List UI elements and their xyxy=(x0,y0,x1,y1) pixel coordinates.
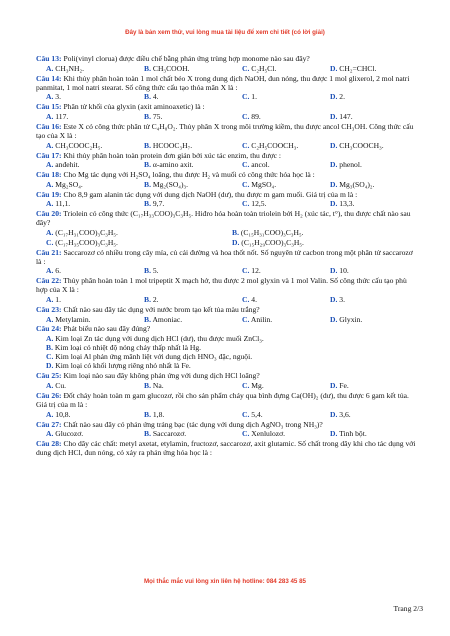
option-letter: C. xyxy=(242,314,250,324)
answer-option xyxy=(330,112,430,121)
question-number: Câu 16: xyxy=(36,121,62,131)
option-letter: A. xyxy=(46,294,54,304)
option-letter: A. xyxy=(46,314,54,324)
answer-option xyxy=(330,180,430,189)
answer-option xyxy=(242,92,330,101)
option-text: Na. xyxy=(152,380,164,390)
option-letter: B. xyxy=(144,266,151,276)
option-text: Mg₂(SO₄)₃. xyxy=(152,179,189,189)
answer-option xyxy=(330,141,430,150)
answer-option xyxy=(46,343,420,352)
question-block xyxy=(36,190,420,209)
question-number: Câu 13: xyxy=(36,54,62,63)
option-letter: D. xyxy=(330,314,338,324)
question-list xyxy=(36,54,420,457)
answer-option xyxy=(46,334,420,343)
question-number: Câu 26: xyxy=(36,390,62,400)
answer-option xyxy=(330,381,430,390)
answer-options xyxy=(36,112,420,121)
answer-option xyxy=(330,199,430,208)
option-text: Cu. xyxy=(55,380,67,390)
question-stem xyxy=(36,248,420,266)
option-letter: D. xyxy=(330,429,338,439)
option-text: 13,3. xyxy=(339,199,355,209)
answer-options xyxy=(36,228,420,247)
answer-options xyxy=(36,266,420,275)
option-text: (C₁₇H₃₁COO)₃C₃H₅. xyxy=(55,228,118,238)
answer-options xyxy=(36,64,420,73)
option-letter: D. xyxy=(330,160,338,170)
option-letter: A. xyxy=(46,334,54,344)
answer-options xyxy=(36,199,420,208)
option-letter: C. xyxy=(242,429,250,439)
option-letter: B. xyxy=(144,199,151,209)
answer-option xyxy=(144,141,242,150)
answer-option xyxy=(242,410,330,419)
option-text: 4. xyxy=(251,294,257,304)
option-letter: D. xyxy=(330,140,338,150)
answer-option xyxy=(242,429,330,438)
question-number: Câu 18: xyxy=(36,170,62,180)
answer-option xyxy=(330,410,430,419)
answer-option xyxy=(242,315,330,324)
answer-options xyxy=(36,410,420,419)
answer-option xyxy=(46,410,144,419)
question-stem xyxy=(36,371,420,380)
option-letter: B. xyxy=(144,111,151,121)
answer-option xyxy=(46,228,232,237)
question-block xyxy=(36,391,420,419)
answer-option xyxy=(330,429,430,438)
answer-option xyxy=(242,381,330,390)
question-text: Cho Mg tác dụng với H₂SO₄ loãng, thu được H₂ và muối có công thức hóa học là : xyxy=(63,170,315,180)
option-letter: D. xyxy=(330,266,338,276)
option-text: 3. xyxy=(55,92,61,102)
answer-option xyxy=(242,180,330,189)
option-text: 10,8. xyxy=(55,409,71,419)
question-stem xyxy=(36,122,420,140)
answer-option xyxy=(144,64,242,73)
option-letter: A. xyxy=(46,228,54,238)
question-stem xyxy=(36,190,420,199)
option-text: 2. xyxy=(339,92,345,102)
option-text: CH₃COOC₂H₅. xyxy=(55,140,103,150)
answer-option xyxy=(330,64,430,73)
question-stem xyxy=(36,324,420,333)
option-letter: B. xyxy=(144,409,151,419)
option-text: 12. xyxy=(251,266,261,276)
question-number: Câu 28: xyxy=(36,439,62,449)
option-letter: D. xyxy=(232,237,240,247)
question-stem xyxy=(36,276,420,294)
answer-option xyxy=(144,295,242,304)
option-letter: B. xyxy=(144,179,151,189)
option-letter: B. xyxy=(144,63,151,73)
page-number: Trang 2/3 xyxy=(393,604,423,613)
option-letter: D. xyxy=(46,361,54,371)
option-letter: B. xyxy=(144,140,151,150)
question-block xyxy=(36,102,420,121)
hotline-banner: Mọi thắc mắc vui lòng xin liên hệ hotline: 084 283 45 85 xyxy=(144,578,306,585)
question-text: Kim loại nào sau đây không phản ứng với dung dịch HCl loãng? xyxy=(63,371,260,381)
option-letter: D. xyxy=(330,380,338,390)
question-stem xyxy=(36,74,420,92)
answer-option xyxy=(242,141,330,150)
answer-options xyxy=(36,315,420,324)
question-stem xyxy=(36,420,420,429)
answer-option xyxy=(46,295,144,304)
answer-option xyxy=(144,315,242,324)
option-letter: D. xyxy=(330,63,338,73)
option-letter: A. xyxy=(46,111,54,121)
option-text: 147. xyxy=(339,111,353,121)
preview-banner: Đây là bản xem thử, vui lòng mua tài liệu để xem chi tiết (có lời giải) xyxy=(125,29,325,36)
question-block xyxy=(36,209,420,246)
answer-option xyxy=(46,381,144,390)
answer-option xyxy=(46,64,144,73)
option-letter: C. xyxy=(242,92,250,102)
question-text: Poli(vinyl clorua) được điều chế bằng phản ứng trùng hợp monome nào sau đây? xyxy=(63,54,310,63)
answer-option xyxy=(144,180,242,189)
option-letter: B. xyxy=(144,92,151,102)
answer-option xyxy=(232,238,418,247)
option-letter: D. xyxy=(330,409,338,419)
answer-options xyxy=(36,180,420,189)
answer-options xyxy=(36,141,420,150)
answer-options xyxy=(36,334,420,370)
option-text: Mg. xyxy=(251,380,264,390)
question-number: Câu 27: xyxy=(36,419,62,429)
question-stem xyxy=(36,54,420,63)
answer-option xyxy=(330,295,430,304)
question-block xyxy=(36,170,420,189)
answer-option xyxy=(144,410,242,419)
option-letter: A. xyxy=(46,140,54,150)
option-letter: B. xyxy=(144,160,151,170)
option-letter: C. xyxy=(242,409,250,419)
question-number: Câu 24: xyxy=(36,324,62,334)
option-text: α-amino axit. xyxy=(152,160,194,170)
option-letter: A. xyxy=(46,92,54,102)
option-text: HCOOC₃H₇. xyxy=(152,140,193,150)
question-number: Câu 19: xyxy=(36,189,62,199)
option-letter: D. xyxy=(330,294,338,304)
answer-option xyxy=(46,238,232,247)
question-block xyxy=(36,439,420,457)
option-text: anđehit. xyxy=(55,160,80,170)
answer-option xyxy=(144,199,242,208)
answer-options xyxy=(36,160,420,169)
option-letter: C. xyxy=(242,294,250,304)
answer-option xyxy=(46,315,144,324)
answer-option xyxy=(144,266,242,275)
question-text: Triolein có công thức (C₁₇H₃₃COO)₃C₃H₅. Hiđro hóa hoàn toàn triolein bởi H₂ (xúc tác, t°), thu được chất nào sau đây? xyxy=(36,209,411,228)
option-text: Kim loại có khối lượng riêng nhỏ nhất là Fe. xyxy=(55,361,191,371)
question-text: Cho dãy các chất: metyl axetat, etylamin, fructozơ, saccarozơ, axit glutamic. Số chất trong dãy khi cho tác dụng với dung dịch HCl, đun nóng, có xảy ra phản ứng hóa học là : xyxy=(36,439,416,458)
option-text: 9,7. xyxy=(152,199,165,209)
option-text: 2. xyxy=(152,294,159,304)
question-number: Câu 17: xyxy=(36,150,62,160)
option-letter: C. xyxy=(46,237,54,247)
answer-option xyxy=(144,381,242,390)
question-number: Câu 21: xyxy=(36,247,62,257)
option-text: 3,6. xyxy=(339,409,351,419)
option-letter: A. xyxy=(46,266,54,276)
answer-option xyxy=(46,112,144,121)
option-letter: B. xyxy=(144,429,151,439)
option-text: Metylamin. xyxy=(55,314,91,324)
option-text: Glucozơ. xyxy=(55,429,84,439)
question-stem xyxy=(36,391,420,409)
answer-option xyxy=(46,199,144,208)
answer-option xyxy=(144,160,242,169)
option-text: CH₃NH₂. xyxy=(55,63,85,73)
option-text: CH₃COOH. xyxy=(152,63,190,73)
answer-option xyxy=(46,352,420,361)
option-text: Anilin. xyxy=(250,314,273,324)
option-letter: D. xyxy=(330,199,338,209)
option-text: 3. xyxy=(339,294,345,304)
answer-option xyxy=(144,112,242,121)
option-letter: B. xyxy=(144,314,151,324)
question-text: Đốt cháy hoàn toàn m gam glucozơ, rồi cho sản phẩm cháy qua bình đựng Ca(OH)₂ (dư), thu được 6 gam kết tủa. Giá trị của m là : xyxy=(36,390,409,409)
answer-option xyxy=(242,160,330,169)
option-text: 89. xyxy=(251,111,261,121)
question-text: Phân tử khối của glyxin (axit aminoaxetic) là : xyxy=(63,102,205,112)
option-letter: B. xyxy=(232,228,239,238)
question-block xyxy=(36,305,420,324)
option-text: Saccarozơ. xyxy=(152,429,187,439)
option-text: Glyxin. xyxy=(339,314,363,324)
option-text: phenol. xyxy=(339,160,362,170)
option-letter: A. xyxy=(46,429,54,439)
answer-option xyxy=(46,160,144,169)
option-text: Mg₃(SO₄)₂. xyxy=(339,179,375,189)
answer-option xyxy=(46,429,144,438)
option-letter: D. xyxy=(330,111,338,121)
answer-option xyxy=(232,228,418,237)
option-letter: A. xyxy=(46,179,54,189)
answer-options xyxy=(36,381,420,390)
option-text: 1. xyxy=(251,92,257,102)
question-text: Khi thủy phân hoàn toàn 1 mol chất béo X trong dung dịch NaOH, đun nóng, thu được 1 mol glixerol, 2 mol natri panmitat, 1 mol natri stearat. Số công thức cấu tạo thỏa mãn X là : xyxy=(36,73,410,92)
answer-option xyxy=(46,361,420,370)
answer-option xyxy=(242,112,330,121)
answer-option xyxy=(46,266,144,275)
answer-option xyxy=(144,429,242,438)
option-letter: C. xyxy=(242,380,250,390)
option-text: CH₂=CHCl. xyxy=(339,63,377,73)
question-stem xyxy=(36,209,420,227)
question-block xyxy=(36,248,420,276)
option-text: (C₁₅H₂₉COO)₃C₃H₅. xyxy=(241,237,304,247)
option-text: (C₁₅H₃₁COO)₃C₃H₅. xyxy=(240,228,304,238)
answer-option xyxy=(46,92,144,101)
question-block xyxy=(36,122,420,150)
question-stem xyxy=(36,170,420,179)
option-text: Tinh bột. xyxy=(339,429,367,439)
option-letter: C. xyxy=(242,199,250,209)
option-text: 12,5. xyxy=(251,199,267,209)
option-text: 1,8. xyxy=(152,409,165,419)
option-text: Amoniac. xyxy=(152,314,183,324)
option-text: Kim loại Al phản ứng mãnh liệt với dung dịch HNO₃ đặc, nguội. xyxy=(55,352,253,362)
option-letter: C. xyxy=(242,140,250,150)
option-letter: C. xyxy=(46,352,54,362)
option-letter: D. xyxy=(330,179,338,189)
question-stem xyxy=(36,305,420,314)
option-text: 11,1. xyxy=(55,199,71,209)
question-text: Khi thủy phân hoàn toàn protein đơn giản bởi xúc tác enzim, thu được : xyxy=(63,150,281,160)
option-text: 5. xyxy=(152,266,159,276)
option-letter: B. xyxy=(46,343,53,353)
question-block xyxy=(36,54,420,73)
answer-option xyxy=(330,92,430,101)
option-text: 6. xyxy=(55,266,61,276)
option-letter: A. xyxy=(46,409,54,419)
question-number: Câu 15: xyxy=(36,102,62,112)
question-text: Saccarozơ có nhiều trong cây mía, củ cải đường và hoa thốt nốt. Số nguyên tử cacbon trong một phân tử saccarozơ là : xyxy=(36,247,413,266)
question-block xyxy=(36,371,420,390)
question-stem xyxy=(36,439,420,457)
option-text: 75. xyxy=(152,111,163,121)
option-letter: A. xyxy=(46,160,54,170)
question-block xyxy=(36,151,420,170)
question-block xyxy=(36,324,420,370)
option-letter: C. xyxy=(242,111,250,121)
question-number: Câu 23: xyxy=(36,304,62,314)
question-text: Thủy phân hoàn toàn 1 mol tripeptit X mạch hở, thu được 2 mol glyxin và 1 mol Valin. Số công thức cấu tạo phù hợp của X là : xyxy=(36,276,407,295)
question-block xyxy=(36,420,420,439)
option-letter: B. xyxy=(144,294,151,304)
answer-option xyxy=(242,295,330,304)
question-text: Chất nào sau đây có phản ứng tráng bạc (tác dụng với dung dịch AgNO₃ trong NH₃)? xyxy=(63,419,323,429)
option-text: (C₁₇H₃₅COO)₃C₃H₅. xyxy=(55,237,118,247)
option-text: 4. xyxy=(152,92,159,102)
option-text: 5,4. xyxy=(251,409,263,419)
question-number: Câu 20: xyxy=(36,209,62,219)
question-stem xyxy=(36,102,420,111)
answer-option xyxy=(242,266,330,275)
answer-options xyxy=(36,295,420,304)
option-text: ancol. xyxy=(251,160,270,170)
answer-option xyxy=(330,315,430,324)
answer-option xyxy=(46,180,144,189)
option-text: Mg₂SO₄. xyxy=(55,179,83,189)
question-text: Cho 8,9 gam alanin tác dụng với dung dịch NaOH (dư), thu được m gam muối. Giá trị của m là : xyxy=(63,189,358,199)
answer-options xyxy=(36,92,420,101)
option-text: C₂H₅COOCH₃. xyxy=(251,140,299,150)
option-letter: C. xyxy=(242,63,250,73)
option-text: 10. xyxy=(339,266,349,276)
option-letter: B. xyxy=(144,380,151,390)
option-text: Kim loại Zn tác dụng với dung dịch HCl (dư), thu được muối ZnCl₃. xyxy=(55,334,264,344)
answer-option xyxy=(242,64,330,73)
option-letter: C. xyxy=(242,160,250,170)
option-text: CH₃COOCH₃. xyxy=(339,140,384,150)
question-number: Câu 25: xyxy=(36,371,62,381)
answer-option xyxy=(330,160,430,169)
option-text: Xenlulozơ. xyxy=(251,429,286,439)
option-text: 117. xyxy=(55,111,69,121)
question-block xyxy=(36,276,420,304)
answer-option xyxy=(46,141,144,150)
option-letter: A. xyxy=(46,380,54,390)
option-text: Kim loại có nhiệt độ nóng chảy thấp nhất là Hg. xyxy=(54,343,202,353)
question-text: Phát biểu nào sau đây đúng? xyxy=(63,324,151,334)
option-letter: C. xyxy=(242,266,250,276)
option-letter: A. xyxy=(46,63,54,73)
answer-option xyxy=(242,199,330,208)
answer-options xyxy=(36,429,420,438)
answer-option xyxy=(330,266,430,275)
option-text: 1. xyxy=(55,294,61,304)
question-number: Câu 14: xyxy=(36,73,62,83)
question-stem xyxy=(36,151,420,160)
option-text: Fe. xyxy=(339,380,349,390)
option-letter: C. xyxy=(242,179,250,189)
answer-option xyxy=(144,92,242,101)
question-number: Câu 22: xyxy=(36,276,62,286)
question-text: Este X có công thức phân tử C₄H₈O₂. Thủy phân X trong môi trường kiềm, thu được ancol CH₃OH. Công thức cấu tạo của X là : xyxy=(36,121,414,140)
option-text: C₂H₅Cl. xyxy=(251,63,277,73)
option-text: MgSO₄. xyxy=(251,179,277,189)
question-text: Chất nào sau đây tác dụng với nước brom tạo kết tủa màu trắng? xyxy=(63,304,260,314)
option-letter: A. xyxy=(46,199,54,209)
option-letter: D. xyxy=(330,92,338,102)
question-block xyxy=(36,74,420,102)
